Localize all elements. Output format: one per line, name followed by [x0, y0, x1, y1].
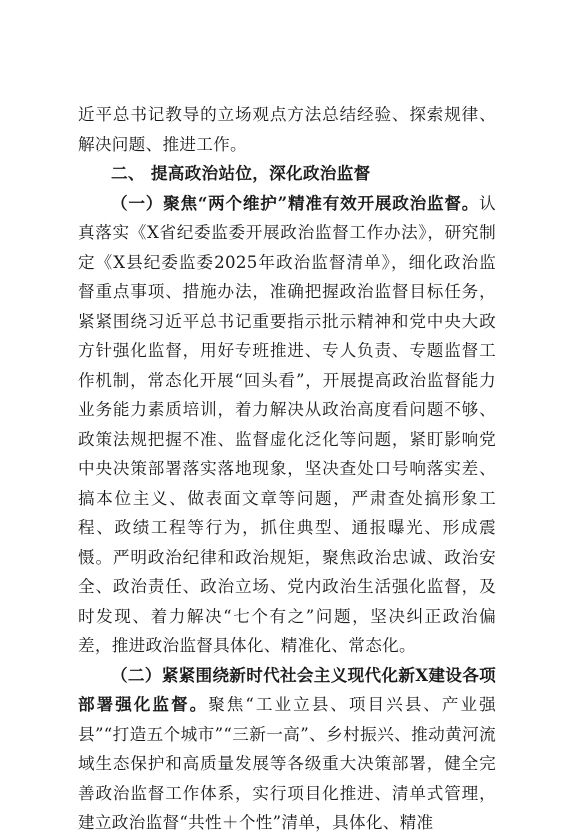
section-heading: 二、 提高政治站位，深化政治监督 — [111, 163, 371, 183]
paragraph-continuation: 近平总书记教导的立场观点方法总结经验、探索规律、解决问题、推进工作。 — [78, 105, 496, 154]
paragraph-political-supervision — [78, 189, 496, 661]
document-body — [78, 100, 496, 838]
paragraph-lead: （二）紧紧围绕新时代社会主义现代化新X建设各项部署强化监督。 — [78, 664, 496, 714]
paragraph-text: 聚焦“工业立县、项目兴县、产业强县”“打造五个城市”“三新一高”、乡村振兴、推动黄河流域生态保护和高质量发展等各级重大决策部署，健全完善政治监督工作体系，实行项目化推进、清单式管理，建立政治监督“共性＋个性”清单，具体化、精准 — [78, 695, 496, 832]
paragraph-text: 认真落实《X省纪委监委开展政治监督工作办法》，研究制定《X县纪委监委2025年政治监督清单》，细化政治监督重点事项、措施办法，准确把握政治监督目标任务，紧紧围绕习近平总书记重要指示批示精神和党中央大政方针强化监督，用好专班推进、专人负责、专题监督工作机制，常态化开展“回头看”，开展提高政治监督能力业务能力素质培训，着力解决从政治高度看问题不够、政策法规把握不准、监督虚化泛化等问题，紧盯影响党中央决策部署落实落地现象，坚决查处口号响落实差、搞本位主义、做表面文章等问题，严肃查处搞形象工程、政绩工程等行为，抓住典型、通报曝光、形成震慑。严明政治纪律和政治规矩，聚焦政治忠诚、政治安全、政治责任、政治立场、党内政治生活强化监督，及时发现、着力解决“七个有之”问题，坚决纠正政治偏差，推进政治监督具体化、精准化、常态化。 — [78, 193, 496, 655]
paragraph-deployment-supervision — [78, 661, 496, 838]
paragraph-lead: （一）聚焦“两个维护”精准有效开展政治监督。 — [111, 192, 480, 213]
